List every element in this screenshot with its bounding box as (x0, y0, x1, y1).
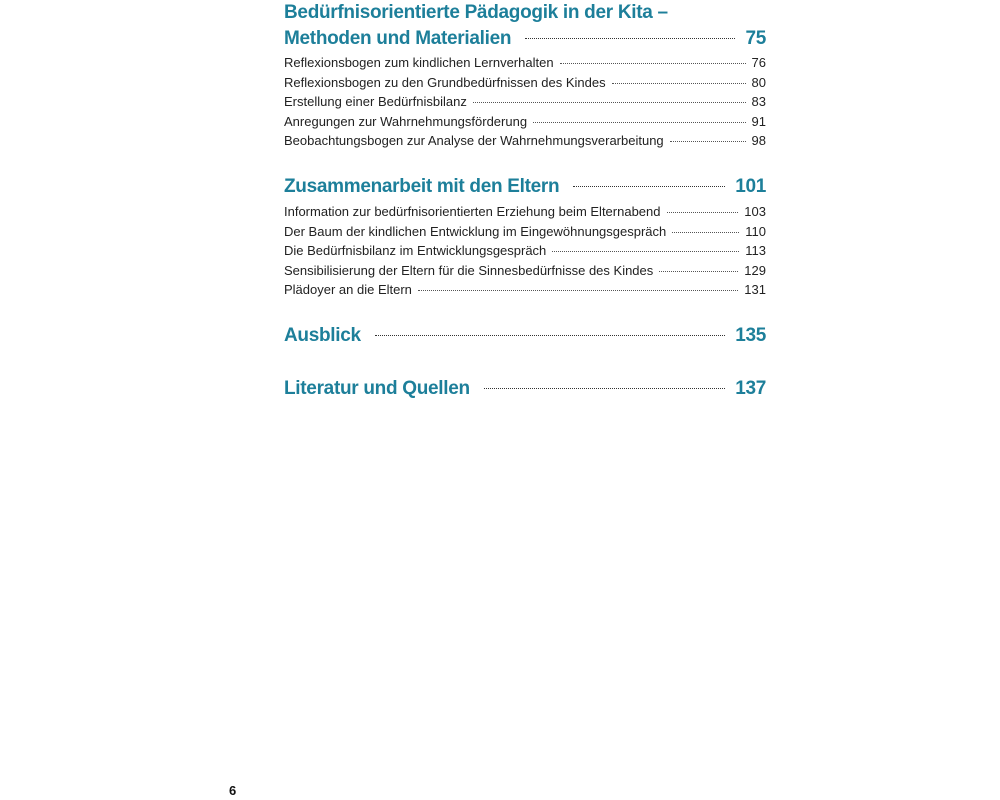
section-heading-line1[interactable]: Bedürfnisorientierte Pädagogik in der Kita – (284, 2, 668, 23)
section-page-number: 75 (745, 28, 766, 49)
section-page-number: 137 (735, 378, 766, 399)
entry-title: Plädoyer an die Eltern (284, 282, 412, 297)
dot-leader (552, 251, 739, 252)
toc-entry[interactable] (284, 112, 766, 132)
section-heading: Zusammenarbeit mit den Eltern (284, 176, 560, 197)
entry-page-number: 76 (751, 55, 766, 70)
toc-entry[interactable] (284, 73, 766, 93)
entry-title: Die Bedürfnisbilanz im Entwicklungsgespräch (284, 243, 547, 258)
dot-leader (418, 290, 738, 291)
entry-title: Anregungen zur Wahrnehmungsförderung (284, 113, 528, 129)
section-heading: Ausblick (284, 325, 361, 346)
toc-entry[interactable] (284, 131, 766, 151)
entry-page-number: 113 (745, 243, 766, 258)
toc-section-parents (284, 174, 766, 297)
entry-title: Beobachtungsbogen zur Analyse der Wahrnehmungsverarbeitung (284, 133, 664, 148)
entry-page-number: 129 (744, 262, 766, 278)
toc-entry[interactable] (284, 222, 766, 242)
entry-page-number: 91 (751, 113, 766, 129)
entry-title: Sensibilisierung der Eltern für die Sinnesbedürfnisse des Kindes (284, 262, 654, 278)
entry-page-number: 83 (751, 94, 766, 109)
section-heading-line2: Methoden und Materialien (284, 28, 512, 49)
toc-entry[interactable] (284, 261, 766, 281)
toc-entry-outlook[interactable] (284, 323, 766, 349)
dot-leader (659, 271, 738, 272)
dot-leader (484, 388, 725, 389)
dot-leader (375, 335, 725, 336)
toc-entry[interactable] (284, 202, 766, 222)
toc-entry-parents[interactable] (284, 174, 766, 200)
entry-page-number: 131 (744, 282, 766, 297)
entry-page-number: 103 (744, 204, 766, 219)
toc-entry[interactable] (284, 280, 766, 300)
dot-leader (560, 63, 746, 64)
dot-leader (612, 83, 746, 84)
dot-leader (667, 212, 739, 213)
dot-leader (533, 122, 745, 123)
toc-entry[interactable] (284, 53, 766, 73)
entry-title: Erstellung einer Bedürfnisbilanz (284, 94, 467, 109)
dot-leader (672, 232, 739, 233)
entry-page-number: 80 (751, 74, 766, 90)
toc-entry[interactable] (284, 92, 766, 112)
entry-page-number: 110 (745, 223, 766, 239)
dot-leader (473, 102, 746, 103)
section-page-number: 101 (735, 176, 766, 197)
toc-entry-literature[interactable] (284, 376, 766, 402)
dot-leader (670, 141, 746, 142)
entry-title: Information zur bedürfnisorientierten Erziehung beim Elternabend (284, 204, 661, 219)
entry-title: Reflexionsbogen zum kindlichen Lernverhalten (284, 55, 554, 70)
dot-leader (573, 186, 725, 187)
page-number: 6 (229, 783, 237, 798)
section-heading: Literatur und Quellen (284, 378, 470, 399)
toc-entry-methods[interactable] (284, 26, 766, 52)
entry-page-number: 98 (751, 133, 766, 148)
dot-leader (525, 38, 735, 39)
entry-title: Der Baum der kindlichen Entwicklung im Eingewöhnungsgespräch (284, 223, 667, 239)
entry-title: Reflexionsbogen zu den Grundbedürfnissen des Kindes (284, 74, 606, 90)
toc-entry[interactable] (284, 241, 766, 261)
section-page-number: 135 (735, 325, 766, 346)
